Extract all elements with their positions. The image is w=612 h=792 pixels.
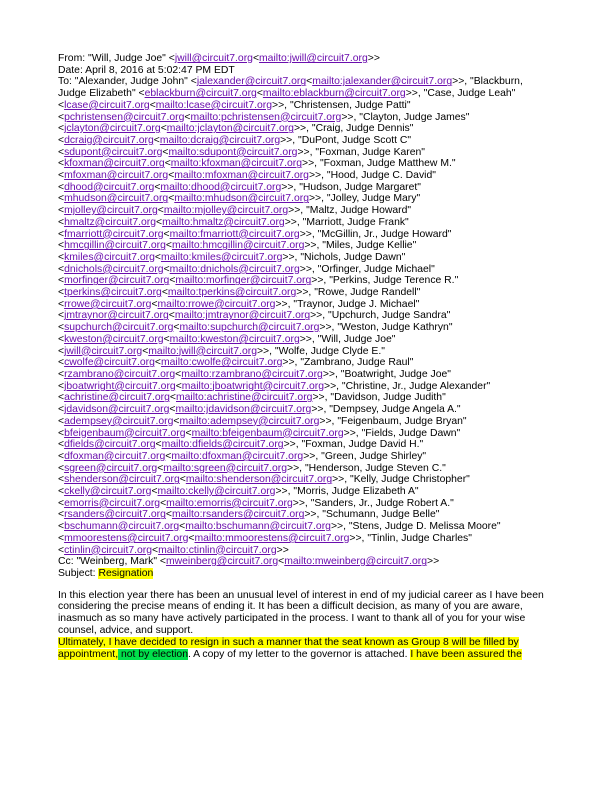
recipient-address-link[interactable]: dfields@circuit7.org: [64, 439, 156, 451]
recipient-address-link[interactable]: mjolley@circuit7.org: [64, 205, 158, 217]
recipient-name: "Perkins, Judge Terence R.": [329, 275, 459, 287]
recipient-mailto-link[interactable]: mailto:rsanders@circuit7.org: [171, 509, 305, 521]
recipient-address-link[interactable]: dnichols@circuit7.org: [64, 263, 164, 275]
recipient-mailto-link[interactable]: mailto:kfoxman@circuit7.org: [170, 158, 303, 170]
recipient-address-link[interactable]: fmarriott@circuit7.org: [64, 228, 164, 240]
recipient-address-link[interactable]: mmoorestens@circuit7.org: [64, 532, 189, 544]
recipient-address-link[interactable]: jmtraynor@circuit7.org: [64, 310, 169, 322]
recipient-name: "Sanders, Jr., Judge Robert A.": [310, 497, 454, 509]
recipient-mailto-link[interactable]: mailto:kmiles@circuit7.org: [160, 251, 283, 263]
recipient-mailto-link[interactable]: mailto:bfeigenbaum@circuit7.org: [191, 427, 344, 439]
recipient-name: "Alexander, Judge John": [74, 76, 191, 88]
recipient-address-link[interactable]: kmiles@circuit7.org: [64, 251, 155, 263]
recipient-name: "Wolfe, Judge Clyde E.": [274, 345, 385, 357]
recipient-address-link[interactable]: mfoxman@circuit7.org: [64, 170, 169, 182]
recipient-mailto-link[interactable]: mailto:hmaltz@circuit7.org: [162, 216, 285, 228]
recipient-mailto-link[interactable]: mailto:kweston@circuit7.org: [169, 333, 300, 345]
recipient-mailto-link[interactable]: mailto:hmcgillin@circuit7.org: [171, 240, 305, 252]
recipient-name: "Maltz, Judge Howard": [306, 205, 412, 217]
highlighted-text: appointment,: [58, 648, 119, 660]
recipient-mailto-link[interactable]: mailto:sdupont@circuit7.org: [168, 146, 298, 158]
recipient-address-link[interactable]: dfoxman@circuit7.org: [64, 450, 166, 462]
recipient-address-link[interactable]: pchristensen@circuit7.org: [64, 111, 185, 123]
recipient-name: "Upchurch, Judge Sandra": [328, 310, 451, 322]
recipient-mailto-link[interactable]: mailto:adempsey@circuit7.org: [179, 415, 320, 427]
recipient-address-link[interactable]: rrowe@circuit7.org: [64, 298, 152, 310]
recipient-name: "Zambrano, Judge Raul": [300, 357, 414, 369]
from-mailto-link[interactable]: mailto:jwill@circuit7.org: [259, 53, 368, 64]
recipient-name: "Miles, Judge Kellie": [322, 240, 417, 252]
recipient-address-link[interactable]: sgreen@circuit7.org: [64, 462, 158, 474]
recipient-name: "Green, Judge Shirley": [321, 450, 427, 462]
recipient-mailto-link[interactable]: mailto:mjolley@circuit7.org: [163, 205, 289, 217]
recipient-address-link[interactable]: rzambrano@circuit7.org: [64, 368, 176, 380]
recipient-name: "Christensen, Judge Patti": [289, 99, 411, 111]
cc-line: Cc: "Weinberg, Mark" <mweinberg@circuit7.org<mailto:mweinberg@circuit7.org>>: [58, 556, 440, 568]
recipient-name: "Henderson, Judge Steven C.": [304, 462, 446, 474]
recipient-mailto-link[interactable]: mailto:tperkins@circuit7.org: [167, 287, 297, 299]
recipient-address-link[interactable]: eblackburn@circuit7.org: [144, 88, 257, 100]
recipient-mailto-link[interactable]: mailto:dcraig@circuit7.org: [159, 134, 281, 146]
recipient-name: "Nichols, Judge Dawn": [300, 251, 406, 263]
recipient-mailto-link[interactable]: mailto:ctinlin@circuit7.org: [158, 544, 277, 556]
recipient-address-link[interactable]: ckelly@circuit7.org: [64, 486, 152, 498]
recipient-address-link[interactable]: bschumann@circuit7.org: [64, 521, 180, 533]
recipient-mailto-link[interactable]: mailto:mmoorestens@circuit7.org: [194, 532, 350, 544]
highlighted-text: Ultimately, I have decided to resign in such a manner that the seat known as Group 8 will be filled by: [58, 636, 519, 648]
recipient-address-link[interactable]: kweston@circuit7.org: [64, 333, 164, 345]
recipient-mailto-link[interactable]: mailto:fmarriott@circuit7.org: [169, 228, 300, 240]
green-highlighted-text: not by election: [118, 648, 188, 660]
body-line-mixed: [58, 649, 598, 661]
recipient-address-link[interactable]: shenderson@circuit7.org: [64, 474, 180, 486]
recipient-mailto-link[interactable]: mailto:rrowe@circuit7.org: [157, 298, 276, 310]
recipient-mailto-link[interactable]: mailto:mhudson@circuit7.org: [174, 193, 309, 205]
recipient-address-link[interactable]: sdupont@circuit7.org: [64, 146, 163, 158]
recipient-name: "Foxman, Judge Matthew M.": [319, 158, 456, 170]
recipient-mailto-link[interactable]: mailto:dfoxman@circuit7.org: [171, 450, 304, 462]
recipient-address-link[interactable]: hmaltz@circuit7.org: [64, 216, 157, 228]
from-line: From: "Will, Judge Joe" <jwill@circuit7.org<mailto:jwill@circuit7.org>>: [58, 53, 380, 64]
highlighted-text: I have been assured the: [410, 648, 522, 660]
recipient-mailto-link[interactable]: mailto:jclayton@circuit7.org: [166, 123, 294, 135]
recipient-address-link[interactable]: tperkins@circuit7.org: [64, 287, 162, 299]
from-label: From:: [58, 53, 86, 64]
cc-name: "Weinberg, Mark": [76, 556, 158, 568]
recipient-address-link[interactable]: mhudson@circuit7.org: [64, 193, 169, 205]
recipient-name: "Kelly, Judge Christopher": [350, 474, 470, 486]
recipient-name: "McGillin, Jr., Judge Howard": [317, 228, 452, 240]
recipient-mailto-link[interactable]: mailto:supchurch@circuit7.org: [179, 322, 320, 334]
recipient-address-link[interactable]: jwill@circuit7.org: [64, 345, 143, 357]
recipient-mailto-link[interactable]: mailto:achristine@circuit7.org: [176, 392, 313, 404]
recipient-mailto-link[interactable]: mailto:bschumann@circuit7.org: [185, 521, 331, 533]
recipient-name: "Jolley, Judge Mary": [326, 193, 421, 205]
to-list: To: "Alexander, Judge John" <jalexander@circuit7.org<mailto:jalexander@circuit7.org>>, "Blackburn, Judge Elizabeth" <eblackburn@circuit7.org<mailto:eblackburn@circuit7.org>>, "Case, Judge Leah" <lcase@circuit7.org<mailto:lcase@circuit7.org>>, "Christensen, Judge Patti" <pchristensen@circuit7.org<mailto:pchristensen@circuit7.org>>, "Clayton, Judge James" <jclayton@circuit7.org<mailto:jclayton@circuit7.org>>, "Craig, Judge Dennis" <dcraig@circuit7.org<mailto:dcraig@circuit7.org>>, "DuPont, Judge Scott C" <sdupont@circuit7.org<mailto:sdupont@circuit7.org>>, "Foxman, Judge Karen" <kfoxman@circuit7.org<mailto:kfoxman@circuit7.org>>, "Foxman, Judge Matthew M." <mfoxman@circuit7.org<mailto:mfoxman@circuit7.org>>, "Hood, Judge C. David" <dhood@circuit7.org<mailto:dhood@circuit7.org>>, "Hudson, Judge Margaret" <mhudson@circuit7.org<mailto:mhudson@circuit7.org>>, "Jolley, Judge Mary" <mjolley@circuit7.org<mailto:mjolley@circuit7.org>>, "Maltz, Judge Howard" <hmaltz@circuit7.org<mailto:hmaltz@circuit7.org>>, "Marriott, Judge Frank" <fmarriott@circuit7.org<mailto:fmarriott@circuit7.org>>, "McGillin, Jr., Judge Howard" <hmcgillin@circuit7.org<mailto:hmcgillin@circuit7.org>>, "Miles, Judge Kellie" <kmiles@circuit7.org<mailto:kmiles@circuit7.org>>, "Nichols, Judge Dawn" <dnichols@circuit7.org<mailto:dnichols@circuit7.org>>, "Orfinger, Judge Michael" <morfinger@circuit7.org<mailto:morfinger@circuit7.org>>, "Perkins, Judge Terence R." <tperkins@circuit7.org<mailto:tperkins@circuit7.org>>, "Rowe, Judge Randell" <rrowe@circuit7.org<mailto:rrowe@circuit7.org>>, "Traynor, Judge J. Michael" <jmtraynor@circuit7.org<mailto:jmtraynor@circuit7.org>>, "Upchurch, Judge Sandra" <supchurch@circuit7.org<mailto:supchurch@circuit7.org>>, "Weston, Judge Kathryn" <kweston@circuit7.org<mailto:kweston@circuit7.org>>, "Will, Judge Joe" <jwill@circuit7.org<mailto:jwill@circuit7.org>>, "Wolfe, Judge Clyde E." <cwolfe@circuit7.org<mailto:cwolfe@circuit7.org>>, "Zambrano, Judge Raul" <rzambrano@circuit7.org<mailto:rzambrano@circuit7.org>>, "Boatwright, Judge Joe" <jboatwright@circuit7.org<mailto:jboatwright@circuit7.org>>, "Christine, Jr., Judge Alexander" <achristine@circuit7.org<mailto:achristine@circuit7.org>>, "Davidson, Judge Judith" <jdavidson@circuit7.org<mailto:jdavidson@circuit7.org>>, "Dempsey, Judge Angela A." <adempsey@circuit7.org<mailto:adempsey@circuit7.org>>, "Feigenbaum, Judge Bryan" <bfeigenbaum@circuit7.org<mailto:bfeigenbaum@circuit7.org>>, "Fields, Judge Dawn" <dfields@circuit7.org<mailto:dfields@circuit7.org>>, "Foxman, Judge David H." <dfoxman@circuit7.org<mailto:dfoxman@circuit7.org>>, "Green, Judge Shirley" <sgreen@circuit7.org<mailto:sgreen@circuit7.org>>, "Henderson, Judge Steven C." <shenderson@circuit7.org<mailto:shenderson@circuit7.org>>, "Kelly, Judge Christopher" <ckelly@circuit7.org<mailto:ckelly@circuit7.org>>, "Morris, Judge Elizabeth A" <emorris@circuit7.org<mailto:emorris@circuit7.org>>, "Sanders, Jr., Judge Robert A." <rsanders@circuit7.org<mailto:rsanders@circuit7.org>>, "Schumann, Judge Belle" <bschumann@circuit7.org<mailto:bschumann@circuit7.org>>, "Stens, Judge D. Melissa Moore" <mmoorestens@circuit7.org<mailto:mmoorestens@circuit7.org>>, "Tinlin, Judge Charles" <ctinlin@circuit7.org<mailto:ctinlin@circuit7.org>>: [58, 76, 523, 556]
subject-line: [58, 568, 598, 580]
recipient-address-link[interactable]: kfoxman@circuit7.org: [64, 158, 165, 170]
recipient-address-link[interactable]: dhood@circuit7.org: [64, 181, 155, 193]
from-name: "Will, Judge Joe": [88, 53, 166, 64]
recipient-name: "Stens, Judge D. Melissa Moore": [348, 521, 501, 533]
recipient-name: "Case, Judge Leah": [423, 88, 516, 100]
cc-label: Cc:: [58, 556, 74, 568]
recipient-mailto-link[interactable]: mailto:dfields@circuit7.org: [161, 439, 284, 451]
from-address-link[interactable]: jwill@circuit7.org: [174, 53, 253, 64]
recipient-mailto-link[interactable]: mailto:pchristensen@circuit7.org: [190, 111, 342, 123]
body-line: inasmuch as so many have actively participated in the process. I want to thank all of you for your wise: [58, 613, 526, 625]
recipient-mailto-link[interactable]: mailto:sgreen@circuit7.org: [163, 462, 288, 474]
recipient-name: "Clayton, Judge James": [359, 111, 470, 123]
body-line: In this election year there has been an unusual level of interest in end of my judicial career as I have been: [58, 589, 544, 601]
recipient-name: "Hudson, Judge Margaret": [299, 181, 421, 193]
cc-address-link[interactable]: mweinberg@circuit7.org: [165, 556, 279, 568]
recipient-name: "Orfinger, Judge Michael": [317, 263, 435, 275]
recipient-address-link[interactable]: jclayton@circuit7.org: [64, 123, 161, 135]
recipient-address-link[interactable]: morfinger@circuit7.org: [64, 275, 170, 287]
date-line: Date: April 8, 2016 at 5:02:47 PM EDT: [58, 64, 235, 76]
recipient-mailto-link[interactable]: mailto:lcase@circuit7.org: [155, 99, 273, 111]
recipient-address-link[interactable]: ctinlin@circuit7.org: [64, 544, 153, 556]
recipient-name: "Christine, Jr., Judge Alexander": [341, 380, 491, 392]
recipient-name: "Feigenbaum, Judge Bryan": [337, 415, 467, 427]
email-message: [58, 53, 598, 660]
recipient-mailto-link[interactable]: mailto:dnichols@circuit7.org: [169, 263, 300, 275]
recipient-name: "Weston, Judge Kathryn": [337, 322, 453, 334]
recipient-name: "Blackburn, Judge Elizabeth": [58, 76, 523, 100]
subject-label: Subject:: [58, 567, 96, 579]
recipient-mailto-link[interactable]: mailto:jboatwright@circuit7.org: [181, 380, 324, 392]
recipient-mailto-link[interactable]: mailto:rzambrano@circuit7.org: [181, 368, 323, 380]
recipient-address-link[interactable]: supchurch@circuit7.org: [64, 322, 174, 334]
recipient-address-link[interactable]: jboatwright@circuit7.org: [64, 380, 176, 392]
recipient-address-link[interactable]: adempsey@circuit7.org: [64, 415, 174, 427]
recipient-mailto-link[interactable]: mailto:jdavidson@circuit7.org: [175, 404, 312, 416]
recipient-name: "Morris, Judge Elizabeth A": [293, 486, 419, 498]
recipient-address-link[interactable]: jalexander@circuit7.org: [196, 76, 307, 88]
recipient-name: "Dempsey, Judge Angela A.": [329, 404, 461, 416]
recipient-name: "Boatwright, Judge Joe": [340, 368, 451, 380]
recipient-address-link[interactable]: lcase@circuit7.org: [64, 99, 150, 111]
recipient-address-link[interactable]: cwolfe@circuit7.org: [64, 357, 155, 369]
recipient-address-link[interactable]: bfeigenbaum@circuit7.org: [64, 427, 186, 439]
plain-text: . A copy of my letter to the governor is attached.: [187, 648, 411, 660]
recipient-name: "Traynor, Judge J. Michael": [293, 298, 420, 310]
recipient-mailto-link[interactable]: mailto:eblackburn@circuit7.org: [262, 88, 406, 100]
subject-text: Resignation: [98, 567, 154, 579]
recipient-mailto-link[interactable]: mailto:emorris@circuit7.org: [166, 497, 293, 509]
email-body: [58, 590, 598, 661]
recipient-name: "Schumann, Judge Belle": [322, 509, 440, 521]
body-line-highlighted: [58, 637, 598, 649]
recipient-name: "Fields, Judge Dawn": [361, 427, 461, 439]
body-line: considering the precise means of ending it. It has been a difficult decision, as many of you are aware,: [58, 601, 523, 613]
recipient-name: "Rowe, Judge Randell": [314, 287, 421, 299]
to-label: To:: [58, 76, 75, 88]
recipient-name: "Davidson, Judge Judith": [330, 392, 446, 404]
body-line: counsel, advice, and support.: [58, 625, 194, 637]
recipient-name: "Craig, Judge Dennis": [311, 123, 414, 135]
recipient-address-link[interactable]: dcraig@circuit7.org: [64, 134, 154, 146]
recipient-mailto-link[interactable]: mailto:cwolfe@circuit7.org: [160, 357, 283, 369]
recipient-mailto-link[interactable]: mailto:ckelly@circuit7.org: [157, 486, 276, 498]
recipient-name: "Hood, Judge C. David": [326, 170, 436, 182]
recipient-address-link[interactable]: jdavidson@circuit7.org: [64, 404, 170, 416]
recipient-mailto-link[interactable]: mailto:shenderson@circuit7.org: [185, 474, 333, 486]
recipient-mailto-link[interactable]: mailto:jmtraynor@circuit7.org: [174, 310, 311, 322]
recipient-name: "Tinlin, Judge Charles": [367, 532, 472, 544]
recipient-address-link[interactable]: rsanders@circuit7.org: [64, 509, 166, 521]
recipient-mailto-link[interactable]: mailto:morfinger@circuit7.org: [175, 275, 312, 287]
recipient-mailto-link[interactable]: mailto:mfoxman@circuit7.org: [174, 170, 309, 182]
recipient-name: "DuPont, Judge Scott C": [298, 134, 412, 146]
recipient-address-link[interactable]: hmcgillin@circuit7.org: [64, 240, 166, 252]
recipient-mailto-link[interactable]: mailto:jwill@circuit7.org: [148, 345, 257, 357]
recipient-mailto-link[interactable]: mailto:dhood@circuit7.org: [160, 181, 282, 193]
recipient-name: "Foxman, Judge Karen": [315, 146, 425, 158]
cc-mailto-link[interactable]: mailto:mweinberg@circuit7.org: [284, 556, 428, 568]
recipient-address-link[interactable]: achristine@circuit7.org: [64, 392, 170, 404]
recipient-address-link[interactable]: emorris@circuit7.org: [64, 497, 161, 509]
recipient-name: "Marriott, Judge Frank": [302, 216, 409, 228]
recipient-mailto-link[interactable]: mailto:jalexander@circuit7.org: [312, 76, 453, 88]
recipient-name: "Will, Judge Joe": [317, 333, 396, 345]
recipient-name: "Foxman, Judge David H.": [301, 439, 424, 451]
